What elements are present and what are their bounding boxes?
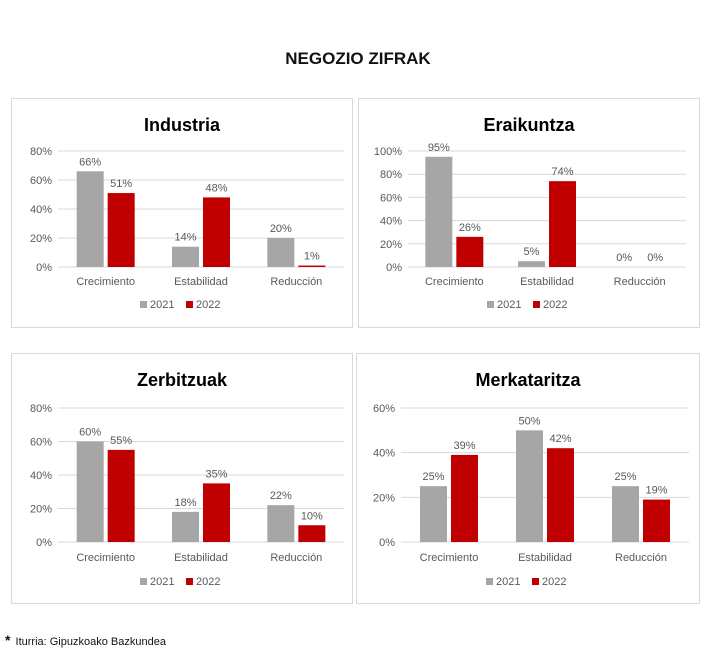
data-label: 25% [614, 471, 637, 484]
data-label: 26% [458, 221, 481, 234]
legend-swatch [532, 578, 539, 585]
data-label: 50% [518, 415, 541, 428]
page-title: NEGOZIO ZIFRAK [285, 49, 431, 68]
x-tick-label: Reducción [270, 552, 323, 564]
data-label: 0% [616, 252, 633, 264]
x-tick-label: Estabilidad [518, 552, 572, 564]
y-tick-label: 80% [29, 403, 52, 415]
x-tick-label: Reducción [615, 552, 667, 564]
y-tick-label: 20% [379, 238, 402, 251]
chart-title: Eraikuntza [483, 115, 575, 135]
data-label: 74% [551, 166, 574, 179]
y-tick-label: 0% [36, 262, 52, 274]
chart-panel-zerbitzuak [11, 353, 353, 604]
chart-panel-industria [11, 98, 353, 328]
data-label: 18% [174, 496, 197, 509]
x-tick-label: Estabilidad [174, 552, 228, 564]
footnote-mark: * [5, 632, 11, 648]
y-tick-label: 40% [29, 470, 52, 482]
y-tick-label: 80% [379, 169, 402, 182]
bar-2021 [267, 238, 294, 267]
x-tick-label: Estabilidad [174, 276, 228, 288]
y-tick-label: 0% [386, 262, 402, 274]
bar-2021 [612, 486, 639, 542]
chart-title: Industria [143, 115, 221, 135]
y-tick-label: 20% [29, 233, 52, 245]
y-tick-label: 40% [379, 215, 402, 228]
x-tick-label: Reducción [270, 276, 323, 288]
y-tick-label: 80% [29, 146, 52, 158]
data-label: 42% [549, 433, 572, 446]
data-label: 22% [269, 490, 292, 503]
bar-2021 [425, 157, 452, 267]
chart-title: Merkataritza [475, 370, 581, 390]
x-tick-label: Estabilidad [520, 276, 574, 288]
bar-2021 [518, 261, 545, 267]
x-tick-label: Crecimiento [76, 276, 136, 288]
bar-2022 [451, 455, 478, 542]
data-label: 55% [110, 434, 133, 447]
y-tick-label: 0% [36, 537, 52, 549]
bar-2021 [172, 247, 199, 267]
legend-label: 2022 [543, 299, 568, 311]
data-label: 5% [523, 246, 540, 259]
legend-swatch [487, 301, 494, 308]
legend-swatch [533, 301, 540, 308]
chart-merkataritza [357, 354, 699, 603]
y-tick-label: 60% [29, 436, 52, 449]
bar-2021 [77, 442, 104, 543]
source-text: Iturria: Gipuzkoako Bazkundea [15, 636, 166, 648]
legend-swatch [186, 301, 193, 308]
y-tick-label: 60% [29, 175, 52, 187]
x-tick-label: Crecimiento [76, 552, 136, 564]
bar-2022 [643, 500, 670, 542]
legend-label: 2022 [542, 576, 567, 588]
data-label: 25% [422, 471, 445, 484]
y-tick-label: 20% [29, 503, 52, 516]
y-tick-label: 0% [379, 537, 395, 549]
legend-label: 2021 [150, 299, 175, 311]
y-tick-label: 60% [379, 192, 402, 205]
chart-panel-merkataritza [356, 353, 700, 604]
legend-label: 2021 [497, 299, 522, 311]
legend-swatch [186, 578, 193, 585]
bar-2022 [298, 525, 325, 542]
data-label: 35% [205, 468, 228, 481]
bar-2021 [420, 486, 447, 542]
chart-title: Zerbitzuak [136, 370, 228, 390]
legend-swatch [486, 578, 493, 585]
data-label: 10% [300, 510, 323, 523]
data-label: 19% [645, 484, 668, 497]
bar-2021 [77, 171, 104, 267]
chart-panel-eraikuntza [358, 98, 700, 328]
data-label: 20% [269, 223, 292, 235]
chart-eraikuntza [359, 99, 699, 327]
bar-2022 [108, 450, 135, 542]
data-label: 0% [647, 252, 664, 264]
y-tick-label: 40% [29, 204, 52, 216]
data-label: 95% [427, 141, 450, 154]
bar-2022 [203, 483, 230, 542]
y-tick-label: 100% [373, 146, 402, 158]
bar-2021 [516, 430, 543, 542]
legend-label: 2022 [196, 576, 221, 588]
legend-swatch [140, 578, 147, 585]
bar-2022 [298, 266, 325, 267]
x-tick-label: Reducción [613, 276, 666, 288]
bar-2021 [172, 512, 199, 542]
bar-2022 [203, 197, 230, 267]
bar-2021 [267, 505, 294, 542]
legend-label: 2021 [496, 576, 521, 588]
y-tick-label: 20% [372, 492, 395, 505]
source-note [5, 632, 166, 648]
data-label: 1% [303, 250, 320, 263]
legend-label: 2021 [150, 576, 175, 588]
data-label: 51% [110, 178, 133, 191]
data-label: 66% [79, 156, 102, 169]
chart-zerbitzuak [12, 354, 352, 603]
data-label: 48% [205, 182, 228, 195]
y-tick-label: 40% [372, 447, 395, 460]
legend-label: 2022 [196, 299, 221, 311]
bar-2022 [456, 237, 483, 267]
legend-swatch [140, 301, 147, 308]
data-label: 39% [453, 439, 476, 452]
data-label: 60% [79, 426, 102, 439]
y-tick-label: 60% [372, 403, 395, 415]
x-tick-label: Crecimiento [419, 552, 479, 564]
bar-2022 [549, 181, 576, 267]
bar-2022 [108, 193, 135, 267]
bar-2022 [547, 448, 574, 542]
data-label: 14% [174, 231, 197, 244]
chart-industria [12, 99, 352, 327]
x-tick-label: Crecimiento [424, 276, 484, 288]
